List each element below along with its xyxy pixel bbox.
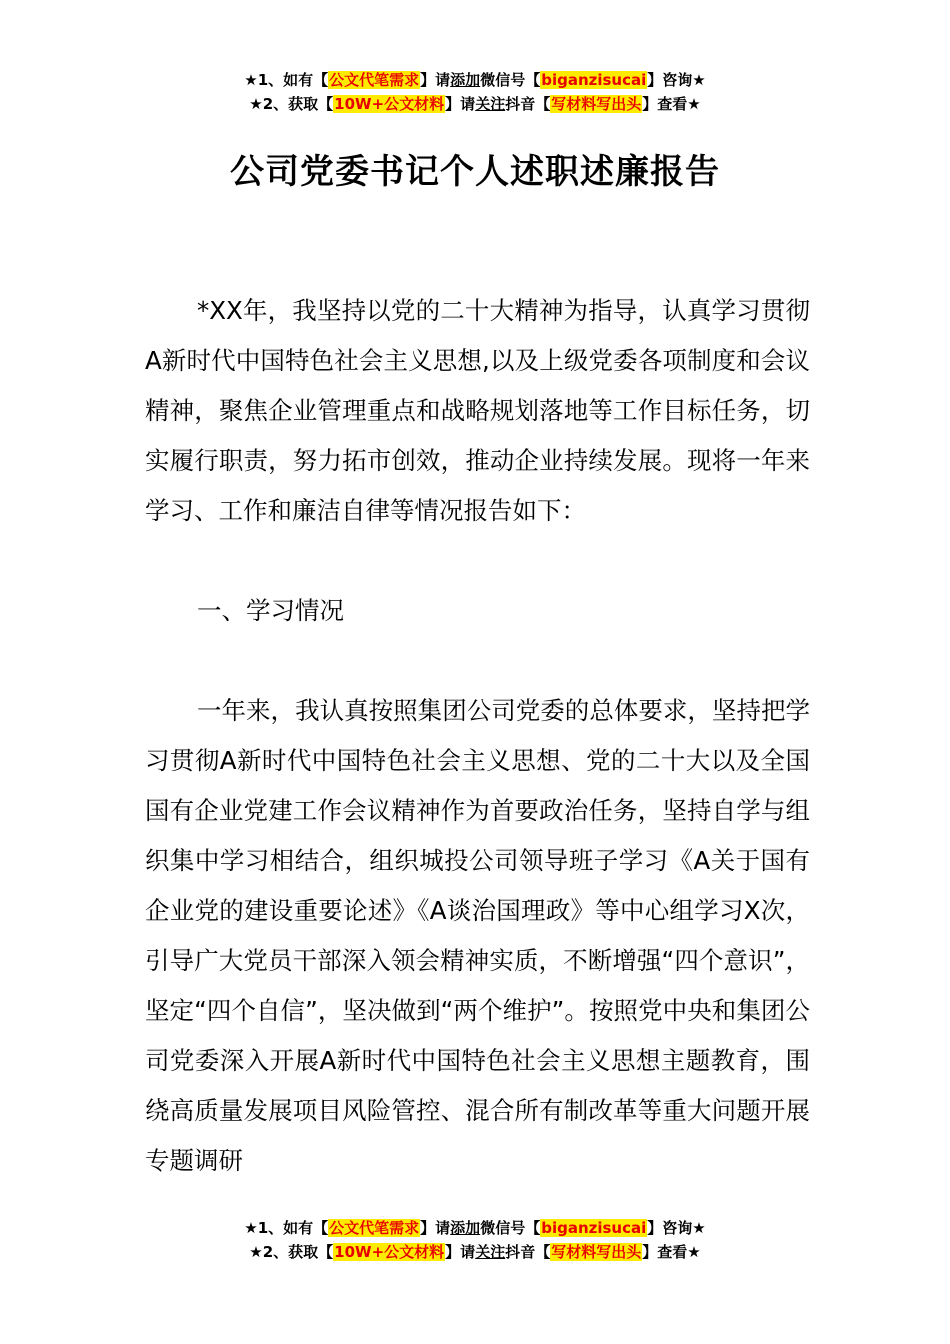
highlight-wechat-id: biganzisucai [541,1219,647,1237]
highlight-wechat-id: biganzisucai [541,71,647,89]
banner-text: 2、获取【 [262,95,334,113]
highlight-service: 公文代笔需求 [329,1219,420,1237]
star-icon: ★ [692,1219,706,1237]
banner-text: 抖音【 [505,95,551,113]
highlight-materials: 10W+公文材料 [334,1243,445,1261]
emphasis-add: 添加 [450,71,481,89]
footer-banner [0,1216,950,1264]
banner-text: 】请 [420,71,451,89]
banner-text: 1、如有【 [257,1219,329,1237]
banner-text: 微信号【 [480,71,541,89]
emphasis-follow: 关注 [475,1243,506,1261]
banner-text: 】请 [445,1243,476,1261]
highlight-service: 公文代笔需求 [329,71,420,89]
star-icon: ★ [692,71,706,89]
banner-text: 微信号【 [480,1219,541,1237]
intro-paragraph: *XX年，我坚持以党的二十大精神为指导，认真学习贯彻A新时代中国特色社会主义思想,以及上级党委各项制度和会议精神，聚焦企业管理重点和战略规划落地等工作目标任务，切实履行职责，努力拓市创效，推动企业持续发展。现将一年来学习、工作和廉洁自律等情况报告如下： [145,296,810,525]
banner-text: 2、获取【 [262,1243,334,1261]
document-title: 公司党委书记个人述职述廉报告 [230,152,720,192]
banner-line-1 [0,68,950,92]
banner-text: 】查看 [642,1243,688,1261]
highlight-douyin: 写材料写出头 [551,1243,642,1261]
banner-text: 】请 [420,1219,451,1237]
section-heading-study: 一、学习情况 [197,596,344,625]
star-icon: ★ [244,1219,258,1237]
star-icon: ★ [249,1243,263,1261]
banner-text: 】咨询 [647,1219,693,1237]
banner-line-1 [0,1216,950,1240]
highlight-materials: 10W+公文材料 [334,95,445,113]
banner-text: 】咨询 [647,71,693,89]
emphasis-follow: 关注 [475,95,506,113]
emphasis-add: 添加 [450,1219,481,1237]
highlight-douyin: 写材料写出头 [551,95,642,113]
star-icon: ★ [249,95,263,113]
banner-text: 抖音【 [505,1243,551,1261]
banner-text: 1、如有【 [257,71,329,89]
star-icon: ★ [244,71,258,89]
banner-text: 】请 [445,95,476,113]
banner-line-2 [0,1240,950,1264]
star-icon: ★ [687,1243,701,1261]
banner-line-2 [0,92,950,116]
banner-text: 】查看 [642,95,688,113]
header-banner [0,68,950,116]
section-body-study: 一年来，我认真按照集团公司党委的总体要求，坚持把学习贯彻A新时代中国特色社会主义思想、党的二十大以及全国国有企业党建工作会议精神作为首要政治任务，坚持自学与组织集中学习相结合，组织城投公司领导班子学习《A关于国有企业党的建设重要论述》《A谈治国理政》等中心组学习X次，引导广大党员干部深入领会精神实质，不断增强“四个意识”，坚定“四个自信”，坚决做到“两个维护”。按照党中央和集团公司党委深入开展A新时代中国特色社会主义思想主题教育，围绕高质量发展项目风险管控、混合所有制改革等重大问题开展专题调研 [145,696,810,1175]
star-icon: ★ [687,95,701,113]
